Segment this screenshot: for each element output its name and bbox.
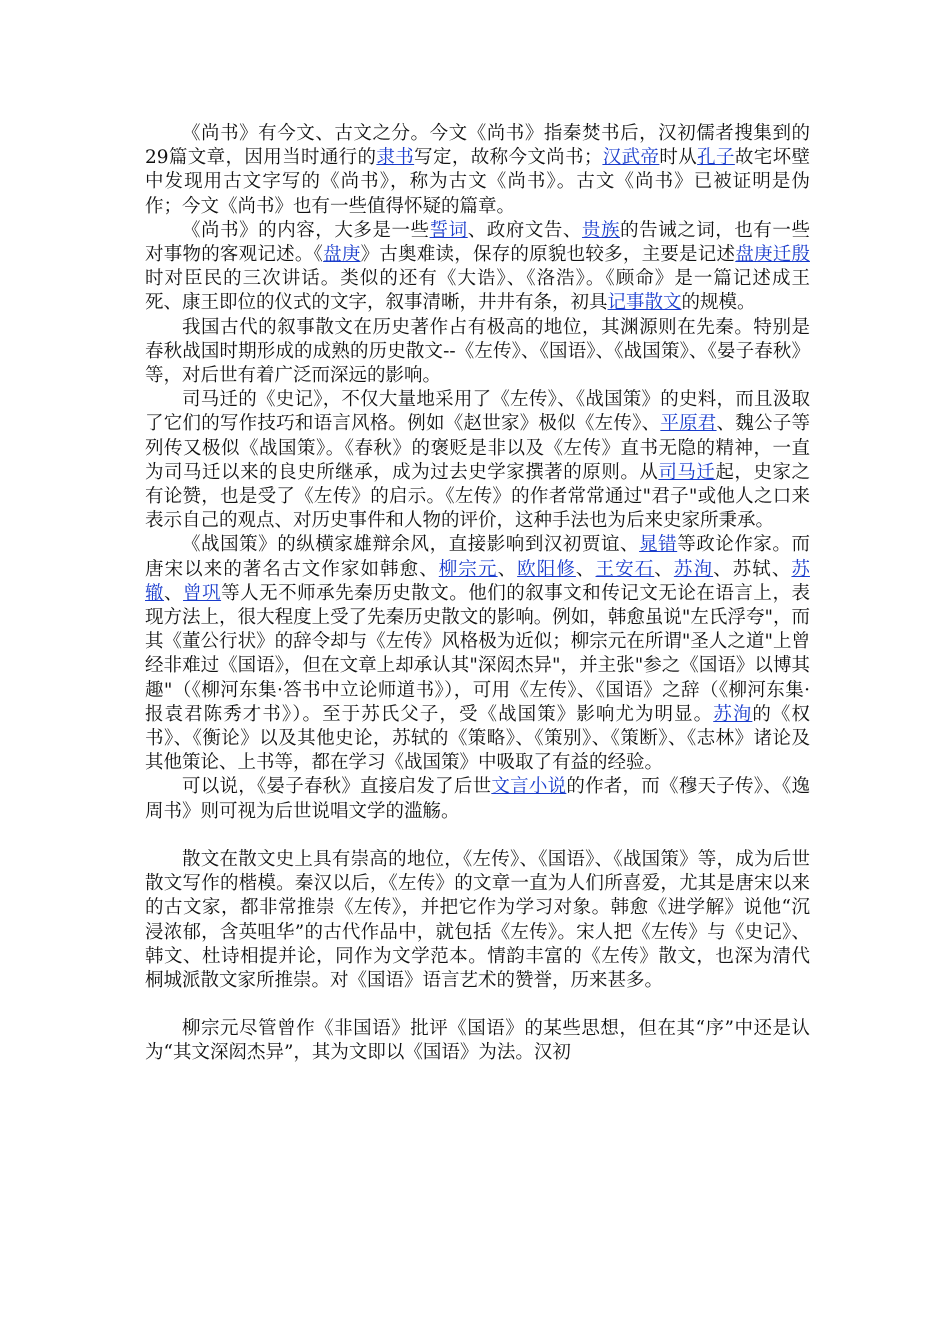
paragraph [145,775,810,823]
text-run: 散文在散文史上具有崇高的地位，《左传》、《国语》、《战国策》等，成为后世散文写作的楷模。秦汉以后，《左传》的文章一直为人们所喜爱，尤其是唐宋以来的古文家，都非常推崇《左传》，并把它作为学习对象。韩愈《进学解》说他“沉浸浓郁，含英咀华”的古代作品中，就包括《左传》。宋人把《左传》与《史记》、韩文、杜诗相提并论，同作为文学范本。情韵丰富的《左传》散文，也深为清代桐城派散文家所推崇。对《国语》语言艺术的赞誉，历来甚多。 [145,848,810,991]
text-run: 、 [575,558,596,580]
text-run: 写定，故称今文尚书； [414,147,603,169]
hyperlink[interactable]: 欧阳修 [517,558,576,580]
text-run: 的规模。 [681,292,756,314]
hyperlink[interactable]: 汉武帝 [602,147,660,169]
hyperlink[interactable]: 盘庚 [323,244,361,266]
paragraph [145,388,810,533]
text-run: 等人无不师承先秦历史散文。他们的叙事文和传记文无论在语言上，表现方法上，很大程度上受了先秦历史散文的影响。例如，韩愈虽说"左氏浮夸"，而其《董公行状》的辞令却与《左传》风格极为近似；柳宗元在所谓"圣人之道"上曾经非难过《国语》，但在文章上却承认其"深闳杰异"，并主张"参之《国语》以博其趣"（《柳河东集·答书中立论师道书》），可用《左传》、《国语》之辞（《柳河东集·报袁君陈秀才书》）。至于苏氏父子，受《战国策》影响尤为明显。 [145,582,810,725]
hyperlink[interactable]: 盘庚迁殷 [735,244,810,266]
hyperlink[interactable]: 王安石 [595,558,655,580]
text-run: 司马迁的《史记》，不仅大量地采用了《左传》、《战国策》的史料，而且汲取了它们的写作技巧和语言风格。例如《赵世家》极似《左传》、 [145,389,810,435]
paragraph-spacer [145,993,810,1017]
text-run: 可以说，《晏子春秋》直接启发了后世 [182,776,492,798]
hyperlink[interactable]: 隶书 [376,147,415,169]
text-run: 、政府文告、 [467,219,582,241]
text-run: 《尚书》的内容，大多是一些 [182,219,430,241]
hyperlink[interactable]: 苏辙 [145,558,810,604]
text-run: 故宅坏壁中发现用古文字写的《尚书》，称为古文《尚书》。古文《尚书》已被证明是伪作；今文《尚书》也有一些值得怀疑的篇章。 [145,147,810,217]
text-run: 起，史家之有论赞，也是受了《左传》的启示。《左传》的作者常常通过"君子"或他人之口来表示自己的观点、对历史事件和人物的评价，这种手法也为后来史家所秉承。 [145,461,810,532]
hyperlink[interactable]: 平原君 [660,413,717,435]
hyperlink[interactable]: 苏洵 [673,558,714,580]
text-run: 、 [497,558,518,580]
text-run: 、 [654,558,674,580]
text-run: 》古奥难读，保存的原貌也较多，主要是记述 [360,244,736,266]
text-run: 时对臣民的三次讲话。类似的还有《大诰》、《洛浩》。《顾命》是一篇记述成王死、康王即位的仪式的文字，叙事清晰，井井有条，初具 [145,268,810,314]
hyperlink[interactable]: 晁错 [639,534,678,556]
paragraph [145,219,810,316]
paragraph-spacer [145,824,810,848]
hyperlink[interactable]: 文言小说 [491,776,567,798]
text-run: 柳宗元尽管曾作《非国语》批评《国语》的某些思想，但在其“序”中还是认为“其文深闳杰异”，其为文即以《国语》为法。汉初 [145,1018,810,1064]
hyperlink[interactable]: 誓词 [429,219,468,241]
paragraph [145,122,810,219]
paragraph [145,848,810,993]
text-run: 《战国策》的纵横家雄辩余风，直接影响到汉初贾谊、 [182,534,640,556]
text-run: 的告诫之词，也有一些对事物的客观记述。《 [145,219,810,266]
text-run: 等政论作家。而唐宋以来的著名古文作家如韩愈、 [145,534,810,580]
hyperlink[interactable]: 贵族 [581,219,621,241]
hyperlink[interactable]: 孔子 [697,147,735,169]
hyperlink[interactable]: 柳宗元 [438,558,498,580]
text-run: 的作者，而《穆天子传》、《逸周书》则可视为后世说唱文学的滥觞。 [145,776,810,822]
paragraph [145,533,810,775]
hyperlink[interactable]: 苏洵 [713,703,753,725]
document-body [145,122,810,1066]
text-run: 《尚书》有今文、古文之分。今文《尚书》指秦焚书后，汉初儒者搜集到的29篇文章，因用当时通行的 [145,123,810,169]
paragraph [145,1017,810,1065]
hyperlink[interactable]: 曾巩 [183,582,222,604]
text-run: 、魏公子等列传又极似《战国策》。《春秋》的褒贬是非以及《左传》直书无隐的精神，一直为司马迁以来的良史所继承，成为过去史学家撰著的原则。从 [145,413,810,483]
paragraph [145,316,810,389]
text-run: 的《权书》、《衡论》以及其他史论，苏轼的《策略》、《策别》、《策断》、《志林》诸论及其他策论、上书等，都在学习《战国策》中吸取了有益的经验。 [145,703,810,774]
hyperlink[interactable]: 司马迁 [658,461,716,483]
hyperlink[interactable]: 记事散文 [607,292,682,314]
text-run: 时从 [659,147,698,169]
text-run: 、 [164,582,184,604]
text-run: 、苏轼、 [713,558,792,580]
text-run: 我国古代的叙事散文在历史著作占有极高的地位，其渊源则在先秦。特别是春秋战国时期形成的成熟的历史散文--《左传》、《国语》、《战国策》、《晏子春秋》等，对后世有着广泛而深远的影响。 [145,316,810,387]
